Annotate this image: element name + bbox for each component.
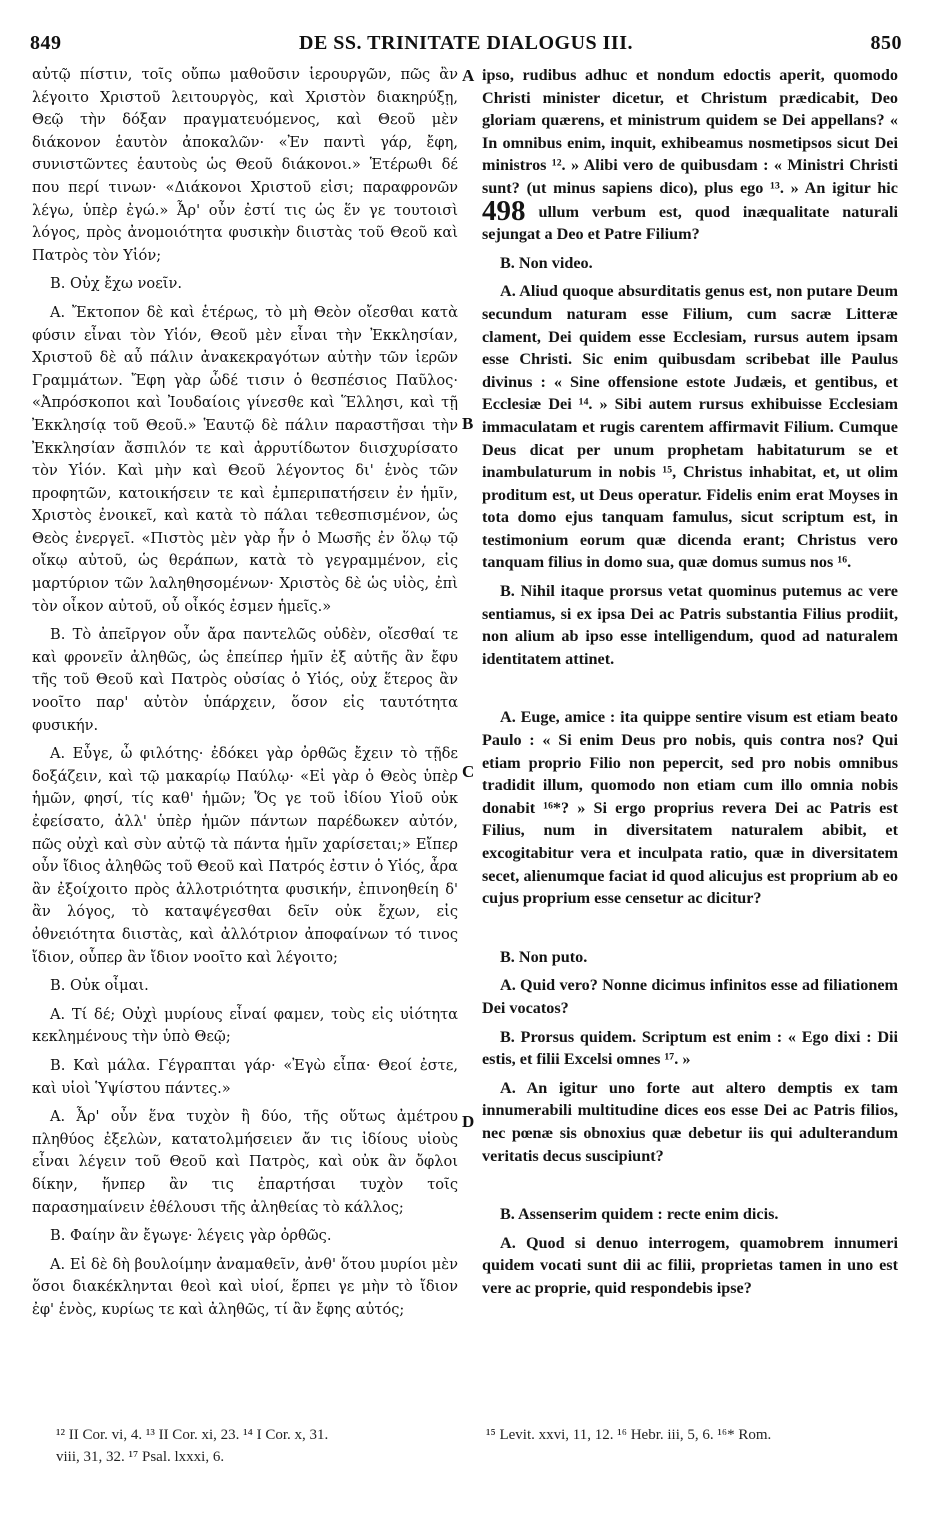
greek-paragraph: Β. Οὐκ οἶμαι. bbox=[50, 977, 149, 995]
page-number-left: 849 bbox=[30, 32, 62, 54]
greek-paragraph: Α. Τί δέ; Οὐχὶ μυρίους εἶναί φαμεν, τοὺς εἰς υἱότητα κεκλημένους τὴν ὑπὸ Θεῷ; bbox=[32, 1005, 458, 1046]
running-title: DE SS. TRINITATE DIALOGUS III. bbox=[299, 32, 633, 54]
margin-letter-a: A bbox=[462, 66, 475, 85]
latin-paragraph: B. Nihil itaque prorsus vetat quominus putemus ac vere sentiamus, si ex ipsa Dei ac Patris substantia Filius prodiit, non alium ab ipso esse intelligendum, quod ad naturalem identitatem attinet. bbox=[482, 582, 898, 668]
page-number-right: 850 bbox=[870, 32, 902, 54]
greek-paragraph: Β. Φαίην ἂν ἔγωγε· λέγεις γὰρ ὀρθῶς. bbox=[50, 1227, 332, 1245]
latin-text: ipso, rudibus adhuc et nondum edoctis aperit, quomodo Christi minister dicetur, et Christum prædicabit, Deo gloriam quærens, et ministrum quidem se Dei appellans? « In omnibus enim, inquit, exhibeamus nosmetipsos sicut Dei ministros ¹². » Alibi vero de quibusdam : « Ministri Christi sunt? (ut minus sapiens dico), plus ego ¹³. » An igitur hic bbox=[482, 66, 898, 197]
latin-text: ullum verbum est, quod inæqualitate naturali sejungat a Deo et Patre Filium? bbox=[482, 202, 899, 244]
footnote-line: viii, 31, 32. ¹⁷ Psal. lxxxi, 6. bbox=[56, 1449, 225, 1465]
latin-paragraph: A. Quod si denuo interrogem, quamobrem innumeri quidem vocati sunt dii ac filii, proprietas tamen in uno est vere ac proprie, quid respondebis ipse? bbox=[482, 1233, 898, 1297]
greek-paragraph: Α. Εὖγε, ὦ φιλότης· ἐδόκει γὰρ ὀρθῶς ἔχειν τὸ τῇδε δοξάζειν, καὶ τῷ μακαρίῳ Παύλῳ· «Εἰ γὰρ ὁ Θεὸς ὑπὲρ ἡμῶν, φησί, τίς καθ' ἡμῶν; Ὅς γε τοῦ ἰδίου Υἱοῦ οὐκ ἐφείσατο, ἀλλ' ὑπὲρ ἡμῶν πάντων παρέδωκεν αὐτόν, πῶς οὐχὶ καὶ σὺν αὐτῷ τὰ πάντα ἡμῖν χαρίσεται;» Εἴπερ οὖν ἴδιος ἀληθῶς τοῦ Θεοῦ καὶ Πατρός ἐστιν ὁ Υἱός, ἆρα ἂν ἐξοίχοιτο πρὸς ἀλλοτριότητα φυσικήν, ἐπινοηθείη δ' ἂν λόγος, τὸ καταψέγεσθαι δεῖν οὐκ ἔχων, εἰς ὀθνειότητα διιστὰς, καὶ ἀλλότριον ἀποφαίνων τό τινος ἴδιον, οὗπερ ἂν ἴδιον νοοῖτο καὶ λέγοιτο; bbox=[32, 745, 458, 966]
greek-column bbox=[32, 64, 458, 1327]
latin-paragraph: A. Aliud quoque absurditatis genus est, non putare Deum secundum naturam esse Filium, cum sacræ Litteræ clament, Dei quidem esse Ecclesiam, rursus autem ipsam esse Christi. Sic enim quibusdam scribebat ille Paulus divinus : « Sine offensione estote Judæis, et gentibus, et Ecclesiæ Dei ¹⁴. » Sibi autem rursus exhibuisse Ecclesiam immaculatam et rugis carentem affirmavit Filium. Cumque Deus dicat per unum prophetam habitaturum se et inambulaturum in nobis ¹⁵, Christus inhabitat, et, ut olim proditum est, ut Deus operatur. Fidelis enim erat Moyses in tota domo ejus tanquam famulus, sicut scriptum est, in testimonium eorum quæ dicenda erant; Christus vero tanquam filius in domo sua, quæ domus sumus nos ¹⁶. bbox=[482, 282, 898, 572]
greek-paragraph: Β. Οὐχ ἔχω νοεῖν. bbox=[50, 275, 182, 293]
greek-paragraph: Β. Τὸ ἀπεῖργον οὖν ἄρα παντελῶς οὐδὲν, οἴεσθαί τε καὶ φρονεῖν ἀληθῶς, ὡς ἐπείπερ ἡμῖν ἐξ αὐτῆς ἂν ἔφυ τῆς τοῦ Θεοῦ καὶ Πατρὸς οὐσίας ὁ Υἱός, οὐχ ἕτερος ἂν νοοῖτο παρ' αὐτὸν ὑπάρχειν, ὅσον εἰς ταυτότητα φυσικήν. bbox=[32, 626, 458, 734]
greek-paragraph: Α. Ἔκτοπον δὲ καὶ ἑτέρως, τὸ μὴ Θεὸν οἴεσθαι κατὰ φύσιν εἶναι τὸν Υἱόν, Θεοῦ μὲν εἶναι τὴν Ἐκκλησίαν, Χριστοῦ δὲ αὖ πάλιν ἀνακεκραγότων αὐτὴν τῶν ἱερῶν Γραμμάτων. Ἔφη γὰρ ὧδέ τισιν ὁ θεσπέσιος Παῦλος· «Ἀπρόσκοποι καὶ Ἰουδαίοις γίνεσθε καὶ Ἕλλησι, καὶ τῇ Ἐκκλησίᾳ τοῦ Θεοῦ.» Ἑαυτῷ δὲ πάλιν παραστῆσαι τὴν Ἐκκλησίαν ἄσπιλόν τε καὶ ἀρρυτίδωτον διισχυρίσατο τὸν Υἱόν. Καὶ μὴν καὶ Θεοῦ λέγοντος δι' ἑνὸς τῶν προφητῶν, κατοικήσειν τε καὶ ἐμπεριπατήσειν ἐν ἡμῖν, Χριστὸς ἐνοικεῖ, καὶ κατὰ τὸ πάλαι τεθεσπισμένον, ὡς Θεὸς ἐνεργεῖ. «Πιστὸς μὲν γὰρ ἦν ὁ Μωσῆς ἐν ὅλῳ τῷ οἴκῳ αὐτοῦ, ὡς θεράπων, κατὰ τὸ γεγραμμένον, εἰς μαρτύριον τῶν λαληθησομένων· Χριστὸς δὲ ὡς υἱὸς, ἐπὶ τὸν οἶκον αὐτοῦ, οὗ οἶκός ἐσμεν ἡμεῖς.» bbox=[32, 303, 458, 615]
latin-paragraph: B. Assenserim quidem : recte enim dicis. bbox=[500, 1205, 779, 1224]
latin-paragraph: A. Euge, amice : ita quippe sentire visum est etiam beato Paulo : « Si enim Deus pro nobis, quis contra nos? Qui etiam proprio Filio non pepercit, sed pro nobis omnibus tradidit illum, quomodo non etiam cum illo omnia nobis donabit ¹⁶*? » Si ergo proprius revera Dei ac Patris est Filius, num in diversitatem naturalem abibit, et excogitabitur vera et inculpata ratio, quæ in diversitatem secet, alienumque faciat id quod alicujus est proprium ab eo cujus proprium esse censetur ac dicitur? bbox=[482, 708, 898, 908]
latin-paragraph: B. Prorsus quidem. Scriptum est enim : « Ego dixi : Dii estis, et filii Excelsi omnes ¹⁷. » bbox=[482, 1027, 898, 1069]
latin-column bbox=[482, 64, 898, 1306]
margin-letter-c: C bbox=[462, 762, 475, 781]
greek-paragraph: Α. Εἰ δὲ δὴ βουλοίμην ἀναμαθεῖν, ἀνθ' ὅτου μυρίοι μὲν ὅσοι διακέκληνται θεοὶ καὶ υἱοί, ἕρπει γε μὴν τὸ ἴδιον ἐφ' ἑνὸς, κυρίως τε καὶ ἀληθῶς, τί ἂν ἔφης αὐτός; bbox=[32, 1255, 458, 1318]
footnote-line: ¹⁵ Levit. xxvi, 11, 12. ¹⁶ Hebr. iii, 5, 6. ¹⁶* Rom. bbox=[486, 1427, 772, 1443]
greek-paragraph: Β. Καὶ μάλα. Γέγραπται γάρ· «Ἐγὼ εἶπα· Θεοί ἐστε, καὶ υἱοὶ Ὑψίστου πάντες.» bbox=[32, 1056, 458, 1097]
latin-paragraph: A. An igitur uno forte aut altero demptis ex tam innumerabili multitudine dices eos esse Dei ac Patris filios, nec pœnæ sis obnoxius quæ debetur iis qui adulterandum veritatis decus suscipiunt? bbox=[482, 1078, 898, 1165]
footnote-line: ¹² II Cor. vi, 4. ¹³ II Cor. xi, 23. ¹⁴ I Cor. x, 31. bbox=[56, 1427, 329, 1443]
greek-paragraph: αὐτῷ πίστιν, τοῖς οὔπω μαθοῦσιν ἱερουργῶν, πῶς ἂν λέγοιτο Χριστοῦ λειτουργὸς, καὶ Χριστὸν διακηρύξῃ, Θεῷ τὴν δόξαν πραγματευόμενος, καὶ Θεοῦ μὲν διάκονον ἑαυτὸν ἀποκαλῶν· «Ἐν παντὶ γάρ, ἔφη, συνιστῶντες ἑαυτοὺς ὡς Θεοῦ διάκονοι.» Ἑτέρωθι δέ που περί τινων· «Διάκονοι Χριστοῦ εἰσι; παραφρονῶν λέγω, ὑπὲρ ἐγώ.» Ἆρ' οὖν ἐστί τις ὡς ἕν γε τουτοισὶ λόγος, πρὸς ἀνομοιότητα φυσικὴν διιστὰς τοῦ Θεοῦ καὶ Πατρὸς τὸν Υἱόν; bbox=[32, 66, 458, 264]
latin-paragraph: B. Non video. bbox=[500, 253, 593, 272]
margin-letter-d: D bbox=[462, 1112, 475, 1131]
latin-paragraph: B. Non puto. bbox=[500, 947, 588, 966]
column-number: 498 bbox=[482, 194, 526, 227]
latin-paragraph: A. Quid vero? Nonne dicimus infinitos esse ad filiationem Dei vocatos? bbox=[482, 976, 898, 1017]
margin-letter-b: B bbox=[462, 414, 474, 433]
greek-paragraph: Α. Ἆρ' οὖν ἕνα τυχὸν ἢ δύο, τῆς οὕτως ἀμέτρου πληθύος ἐξελὼν, κατατολμήσειεν ἄν τις ἰδίους υἱοὺς εἶναι λέγειν τοῦ Θεοῦ καὶ Πατρὸς, καὶ οὐκ ἂν ὄφλοι δίκην, ἥνπερ ἂν τις ἐπαρτήσαι τυχὸν τοῖς παρασημαίνειν ἐθέλουσι τῆς ἀληθείας τὸ κάλλος; bbox=[32, 1108, 458, 1216]
page-header bbox=[30, 32, 902, 58]
latin-paragraph bbox=[482, 64, 898, 246]
